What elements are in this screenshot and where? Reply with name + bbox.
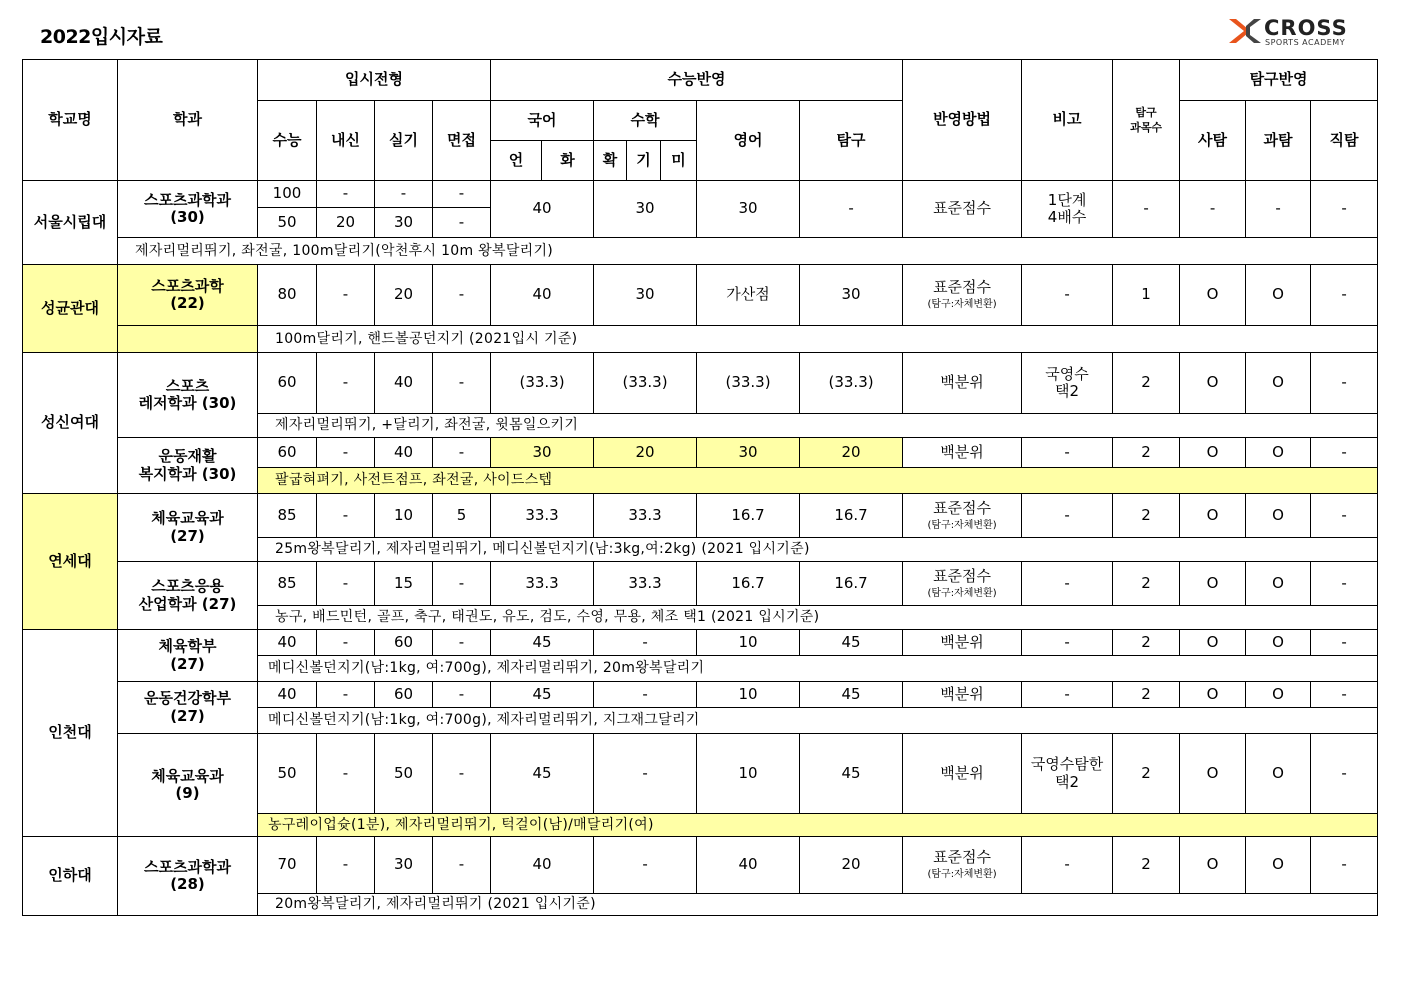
cell-count: 2 (1113, 734, 1180, 814)
cell: - (433, 208, 491, 238)
cell-math: - (594, 682, 697, 708)
cell-gwatam: O (1246, 438, 1311, 468)
header-admission: 입시전형 (258, 60, 491, 101)
cell-count: 2 (1113, 562, 1180, 606)
cell: - (317, 562, 375, 606)
school-name: 인하대 (23, 837, 118, 916)
cell-english: (33.3) (697, 353, 800, 414)
admission-table (22, 59, 1378, 916)
cell-korean: (33.3) (491, 353, 594, 414)
cell: 30 (375, 837, 433, 894)
cell-count: 1 (1113, 265, 1180, 326)
cell-math: 30 (594, 265, 697, 326)
header-gwatam: 과탐 (1246, 101, 1311, 181)
practical-note: 100m달리기, 핸드볼공던지기 (2021입시 기준) (258, 326, 1378, 353)
cell: 10 (375, 494, 433, 538)
cell: 60 (258, 438, 317, 468)
cell: - (317, 630, 375, 656)
practical-note: 농구레이업슛(1분), 제자리멀리뛰기, 턱걸이(남)/매달리기(여) (258, 814, 1378, 837)
cell-english: 40 (697, 837, 800, 894)
cell: 60 (258, 353, 317, 414)
cell-gwatam: O (1246, 353, 1311, 414)
table-row (23, 734, 1378, 814)
header-school: 학교명 (23, 60, 118, 181)
cell-english: 10 (697, 630, 800, 656)
cell: - (317, 734, 375, 814)
cell: - (433, 734, 491, 814)
cell-gwatam: O (1246, 682, 1311, 708)
cell-jiktam: - (1311, 562, 1378, 606)
table-row (23, 682, 1378, 708)
cell: 80 (258, 265, 317, 326)
cell-bigo: - (1022, 562, 1113, 606)
cell: 20 (317, 208, 375, 238)
cell-bigo: - (1022, 630, 1113, 656)
header-satam: 사탐 (1180, 101, 1246, 181)
cell: 20 (375, 265, 433, 326)
cell-method: 표준점수 (탐구:자체변환) (903, 265, 1022, 326)
table-row (23, 438, 1378, 468)
logo-word: CROSS (1264, 16, 1348, 40)
cell-jiktam: - (1311, 265, 1378, 326)
school-name: 성신여대 (23, 353, 118, 494)
cell-satam: O (1180, 353, 1246, 414)
cell: 5 (433, 494, 491, 538)
cell-tamgu: 16.7 (800, 562, 903, 606)
cell-method: 백분위 (903, 682, 1022, 708)
school-name: 인천대 (23, 630, 118, 837)
cell-math: 30 (594, 181, 697, 238)
dept-name: 스포츠과학 (22) (118, 265, 258, 326)
table-row (23, 630, 1378, 656)
table-row (23, 181, 1378, 208)
cell-satam: O (1180, 438, 1246, 468)
header-jiktam: 직탐 (1311, 101, 1378, 181)
header-math: 수학 (594, 101, 697, 141)
cell: - (375, 181, 433, 208)
cell-english: 가산점 (697, 265, 800, 326)
cell-count: 2 (1113, 438, 1180, 468)
cell: - (433, 265, 491, 326)
cell: 15 (375, 562, 433, 606)
cell-bigo: 국영수 택2 (1022, 353, 1113, 414)
practical-note: 메디신볼던지기(남:1kg, 여:700g), 제자리멀리뛰기, 지그재그달리기 (258, 708, 1378, 734)
header-bigo: 비고 (1022, 60, 1113, 181)
cell: - (433, 438, 491, 468)
header-tamgu-count: 탐구 과목수 (1113, 60, 1180, 181)
table-row (23, 494, 1378, 538)
cell-count: 2 (1113, 494, 1180, 538)
cell-math: - (594, 837, 697, 894)
cross-logo (1226, 16, 1361, 46)
cell-gwatam: O (1246, 837, 1311, 894)
cell-english: 10 (697, 734, 800, 814)
header-method: 반영방법 (903, 60, 1022, 181)
cell-satam: O (1180, 734, 1246, 814)
header-mi: 미 (661, 141, 697, 181)
table-row (23, 265, 1378, 326)
note-row (23, 326, 1378, 353)
cell-math: - (594, 630, 697, 656)
practical-note: 25m왕복달리기, 제자리멀리뛰기, 메디신볼던지기(남:3kg,여:2kg) (2021 입시기준) (258, 538, 1378, 562)
cell-satam: O (1180, 562, 1246, 606)
cell-satam: O (1180, 630, 1246, 656)
practical-note: 농구, 배드민턴, 골프, 축구, 태권도, 유도, 검도, 수영, 무용, 체조 택1 (2021 입시기준) (258, 606, 1378, 630)
cross-x-icon (1226, 16, 1264, 46)
dept-name: 스포츠과학과 (30) (118, 181, 258, 238)
cell-math: (33.3) (594, 353, 697, 414)
cell-math: 20 (594, 438, 697, 468)
cell: 100 (258, 181, 317, 208)
dept-name: 운동재활 복지학과 (30) (118, 438, 258, 494)
cell-bigo: - (1022, 265, 1113, 326)
cell-jiktam: - (1311, 438, 1378, 468)
cell-gwatam: - (1246, 181, 1311, 238)
dept-spacer (118, 326, 258, 353)
cell-korean: 45 (491, 630, 594, 656)
cell-bigo: 국영수탐한 택2 (1022, 734, 1113, 814)
table-row (23, 837, 1378, 894)
dept-name: 스포츠과학과 (28) (118, 837, 258, 916)
cell-tamgu: 45 (800, 734, 903, 814)
cell-jiktam: - (1311, 181, 1378, 238)
cell-method: 백분위 (903, 630, 1022, 656)
cell: - (433, 837, 491, 894)
cell: - (433, 353, 491, 414)
cell-satam: - (1180, 181, 1246, 238)
dept-name: 운동건강학부 (27) (118, 682, 258, 734)
cell-count: 2 (1113, 353, 1180, 414)
cell-math: 33.3 (594, 562, 697, 606)
header-suneung: 수능 (258, 101, 317, 181)
cell-tamgu: 45 (800, 630, 903, 656)
cell-method: 백분위 (903, 734, 1022, 814)
practical-note: 팔굽혀펴기, 사전트점프, 좌전굴, 사이드스텝 (258, 468, 1378, 494)
header-tamgu: 탐구 (800, 101, 903, 181)
cell-english: 16.7 (697, 562, 800, 606)
header-dept: 학과 (118, 60, 258, 181)
cell-tamgu: 45 (800, 682, 903, 708)
cell-gwatam: O (1246, 630, 1311, 656)
cell: 40 (258, 682, 317, 708)
cell: - (317, 837, 375, 894)
cell-korean: 40 (491, 181, 594, 238)
cell-method: 표준점수 (탐구:자체변환) (903, 494, 1022, 538)
cell: - (317, 265, 375, 326)
cell-korean: 40 (491, 265, 594, 326)
dept-name: 체육교육과 (27) (118, 494, 258, 562)
cell-korean: 45 (491, 682, 594, 708)
cell-gwatam: O (1246, 494, 1311, 538)
practical-note: 제자리멀리뛰기, 좌전굴, 100m달리기(악천후시 10m 왕복달리기) (118, 238, 1378, 265)
cell: 60 (375, 630, 433, 656)
table-row (23, 562, 1378, 606)
cell-method: 백분위 (903, 438, 1022, 468)
header-korean: 국어 (491, 101, 594, 141)
cell-english: 30 (697, 181, 800, 238)
cell: 50 (258, 208, 317, 238)
header-gi: 기 (627, 141, 661, 181)
cell-bigo: - (1022, 438, 1113, 468)
cell-method: 표준점수 (탐구:자체변환) (903, 837, 1022, 894)
cell-count: 2 (1113, 630, 1180, 656)
cell: - (317, 494, 375, 538)
table-row (23, 353, 1378, 414)
cell-satam: O (1180, 265, 1246, 326)
cell: - (433, 682, 491, 708)
practical-note: 제자리멀리뛰기, +달리기, 좌전굴, 윗몸일으키기 (258, 414, 1378, 438)
cell-korean: 33.3 (491, 562, 594, 606)
cell-korean: 45 (491, 734, 594, 814)
cell-bigo: - (1022, 494, 1113, 538)
cell-bigo: - (1022, 682, 1113, 708)
cell-satam: O (1180, 494, 1246, 538)
cell-jiktam: - (1311, 837, 1378, 894)
logo-subtitle: SPORTS ACADEMY (1265, 38, 1346, 47)
cell: - (317, 353, 375, 414)
cell-method: 백분위 (903, 353, 1022, 414)
cell-tamgu: 20 (800, 837, 903, 894)
cell: - (317, 438, 375, 468)
header-eon: 언 (491, 141, 542, 181)
cell-gwatam: O (1246, 562, 1311, 606)
cell-korean: 40 (491, 837, 594, 894)
cell: - (317, 682, 375, 708)
cell-method: 표준점수 (903, 181, 1022, 238)
cell-english: 16.7 (697, 494, 800, 538)
header-naesin: 내신 (317, 101, 375, 181)
header-myeonjeop: 면접 (433, 101, 491, 181)
cell-math: - (594, 734, 697, 814)
cell-tamgu: - (800, 181, 903, 238)
header-row-1 (23, 60, 1378, 101)
dept-name: 스포츠응용 산업학과 (27) (118, 562, 258, 630)
cell-satam: O (1180, 837, 1246, 894)
cell-count: 2 (1113, 682, 1180, 708)
cell: - (317, 181, 375, 208)
cell: 50 (375, 734, 433, 814)
cell-satam: O (1180, 682, 1246, 708)
header-silgi: 실기 (375, 101, 433, 181)
cell: 70 (258, 837, 317, 894)
cell-gwatam: O (1246, 265, 1311, 326)
cell-jiktam: - (1311, 353, 1378, 414)
cell-method: 표준점수 (탐구:자체변환) (903, 562, 1022, 606)
practical-note: 20m왕복달리기, 제자리멀리뛰기 (2021 입시기준) (258, 894, 1378, 916)
cell: 40 (258, 630, 317, 656)
cell-korean: 33.3 (491, 494, 594, 538)
cell-jiktam: - (1311, 734, 1378, 814)
note-row (23, 238, 1378, 265)
cell: 85 (258, 494, 317, 538)
cell: 85 (258, 562, 317, 606)
cell-bigo: 1단계 4배수 (1022, 181, 1113, 238)
school-name: 성균관대 (23, 265, 118, 353)
cell: - (433, 562, 491, 606)
cell-bigo: - (1022, 837, 1113, 894)
cell-english: 10 (697, 682, 800, 708)
header-hwa: 화 (542, 141, 594, 181)
cell-tamgu: 20 (800, 438, 903, 468)
cell: - (433, 630, 491, 656)
dept-name: 체육학부 (27) (118, 630, 258, 682)
header-suneung-reflect: 수능반영 (491, 60, 903, 101)
header-hwak: 확 (594, 141, 627, 181)
practical-note: 메디신볼던지기(남:1kg, 여:700g), 제자리멀리뛰기, 20m왕복달리기 (258, 656, 1378, 682)
cell: 40 (375, 353, 433, 414)
cell: 40 (375, 438, 433, 468)
school-name: 서울시립대 (23, 181, 118, 265)
page-title: 2022입시자료 (40, 26, 163, 48)
cell-tamgu: (33.3) (800, 353, 903, 414)
dept-name: 스포츠 레저학과 (30) (118, 353, 258, 438)
cell-tamgu: 30 (800, 265, 903, 326)
header-english: 영어 (697, 101, 800, 181)
cell-count: - (1113, 181, 1180, 238)
cell: 50 (258, 734, 317, 814)
cell-math: 33.3 (594, 494, 697, 538)
cell-jiktam: - (1311, 630, 1378, 656)
cell: 30 (375, 208, 433, 238)
dept-name: 체육교육과 (9) (118, 734, 258, 837)
cell-tamgu: 16.7 (800, 494, 903, 538)
cell-gwatam: O (1246, 734, 1311, 814)
header-tamgu-reflect: 탐구반영 (1180, 60, 1378, 101)
school-name: 연세대 (23, 494, 118, 630)
cell-english: 30 (697, 438, 800, 468)
cell-jiktam: - (1311, 682, 1378, 708)
cell: 60 (375, 682, 433, 708)
cell-count: 2 (1113, 837, 1180, 894)
cell: - (433, 181, 491, 208)
cell-jiktam: - (1311, 494, 1378, 538)
cell-korean: 30 (491, 438, 594, 468)
